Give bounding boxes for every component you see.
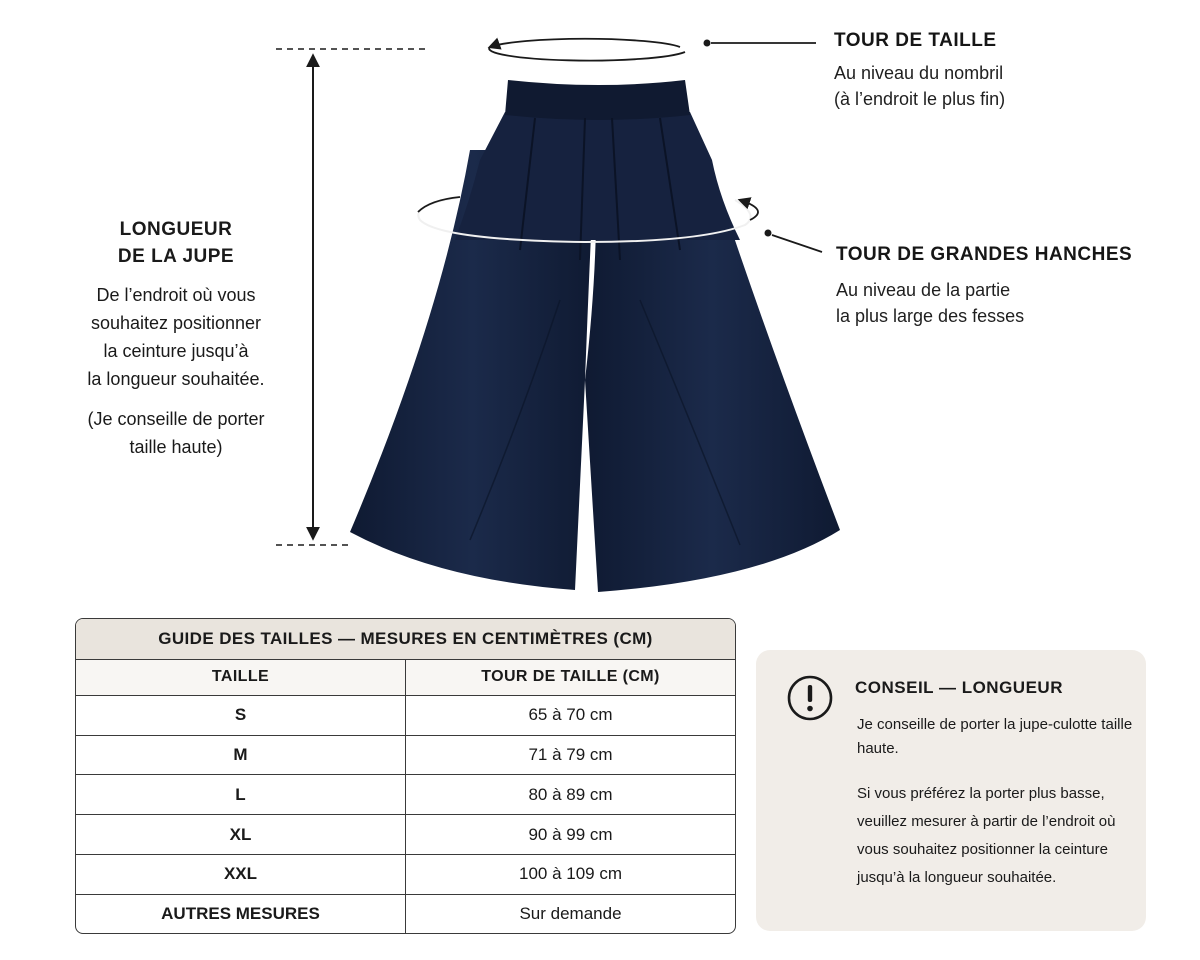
hips-line-1: Au niveau de la partie (836, 280, 1011, 300)
table-row (76, 695, 735, 735)
waist-measure-ring (489, 39, 816, 61)
size-guide-table (75, 618, 736, 934)
exclamation-circle-icon (786, 674, 834, 722)
table-row (76, 854, 735, 894)
tip-paragraph-2: Si vous préférez la porter plus basse, veuillez mesurer à partir de l’endroit où vous souhaitez positionner la ceinture jusqu’à la longueur souhaitée. (857, 785, 1116, 886)
hips-line-2: la plus large des fesses (836, 306, 1025, 326)
waist-heading: TOUR DE TAILLE (834, 30, 997, 51)
length-description (64, 216, 288, 461)
waist-column-header: TOUR DE TAILLE (CM) (406, 660, 736, 696)
waist-line-1: Au niveau du nombril (834, 63, 1004, 83)
waist-cell: 71 à 79 cm (406, 735, 736, 775)
table-row (76, 735, 735, 775)
size-column-header: TAILLE (76, 660, 406, 696)
waist-cell: 65 à 70 cm (406, 695, 736, 735)
hips-description (836, 277, 1024, 329)
table-row (76, 815, 735, 855)
length-note-line-1: (Je conseille de porter (87, 409, 265, 429)
size-cell: M (76, 735, 406, 775)
waist-line-2: (à l’endroit le plus fin) (834, 89, 1006, 109)
length-line-3: la ceinture jusqu’à (103, 341, 249, 361)
waist-cell: Sur demande (406, 894, 736, 933)
length-tip-box (756, 650, 1146, 931)
size-cell: XL (76, 815, 406, 855)
waist-cell: 80 à 89 cm (406, 775, 736, 815)
length-line-4: la longueur souhaitée. (87, 369, 265, 389)
waist-cell: 90 à 99 cm (406, 815, 736, 855)
size-table-title: GUIDE DES TAILLES — MESURES EN CENTIMÈTRES (CM) (76, 619, 735, 660)
culottes-shape (350, 80, 840, 592)
length-line-2: souhaitez positionner (90, 313, 262, 333)
length-line-1: De l’endroit où vous (96, 285, 256, 305)
length-note-line-2: taille haute) (129, 437, 223, 457)
hips-heading: TOUR DE GRANDES HANCHES (836, 244, 1133, 265)
size-cell: XXL (76, 854, 406, 894)
table-row (76, 894, 735, 933)
tip-title: CONSEIL — LONGUEUR (855, 678, 1063, 697)
tip-paragraph-1: Je conseille de porter la jupe-culotte taille haute. (857, 716, 1133, 757)
table-row (76, 775, 735, 815)
length-title-line-1: LONGUEUR (119, 219, 233, 240)
waist-cell: 100 à 109 cm (406, 854, 736, 894)
size-cell: L (76, 775, 406, 815)
waist-description (834, 60, 1005, 112)
size-cell: AUTRES MESURES (76, 894, 406, 933)
size-cell: S (76, 695, 406, 735)
length-title-line-2: DE LA JUPE (117, 246, 235, 267)
